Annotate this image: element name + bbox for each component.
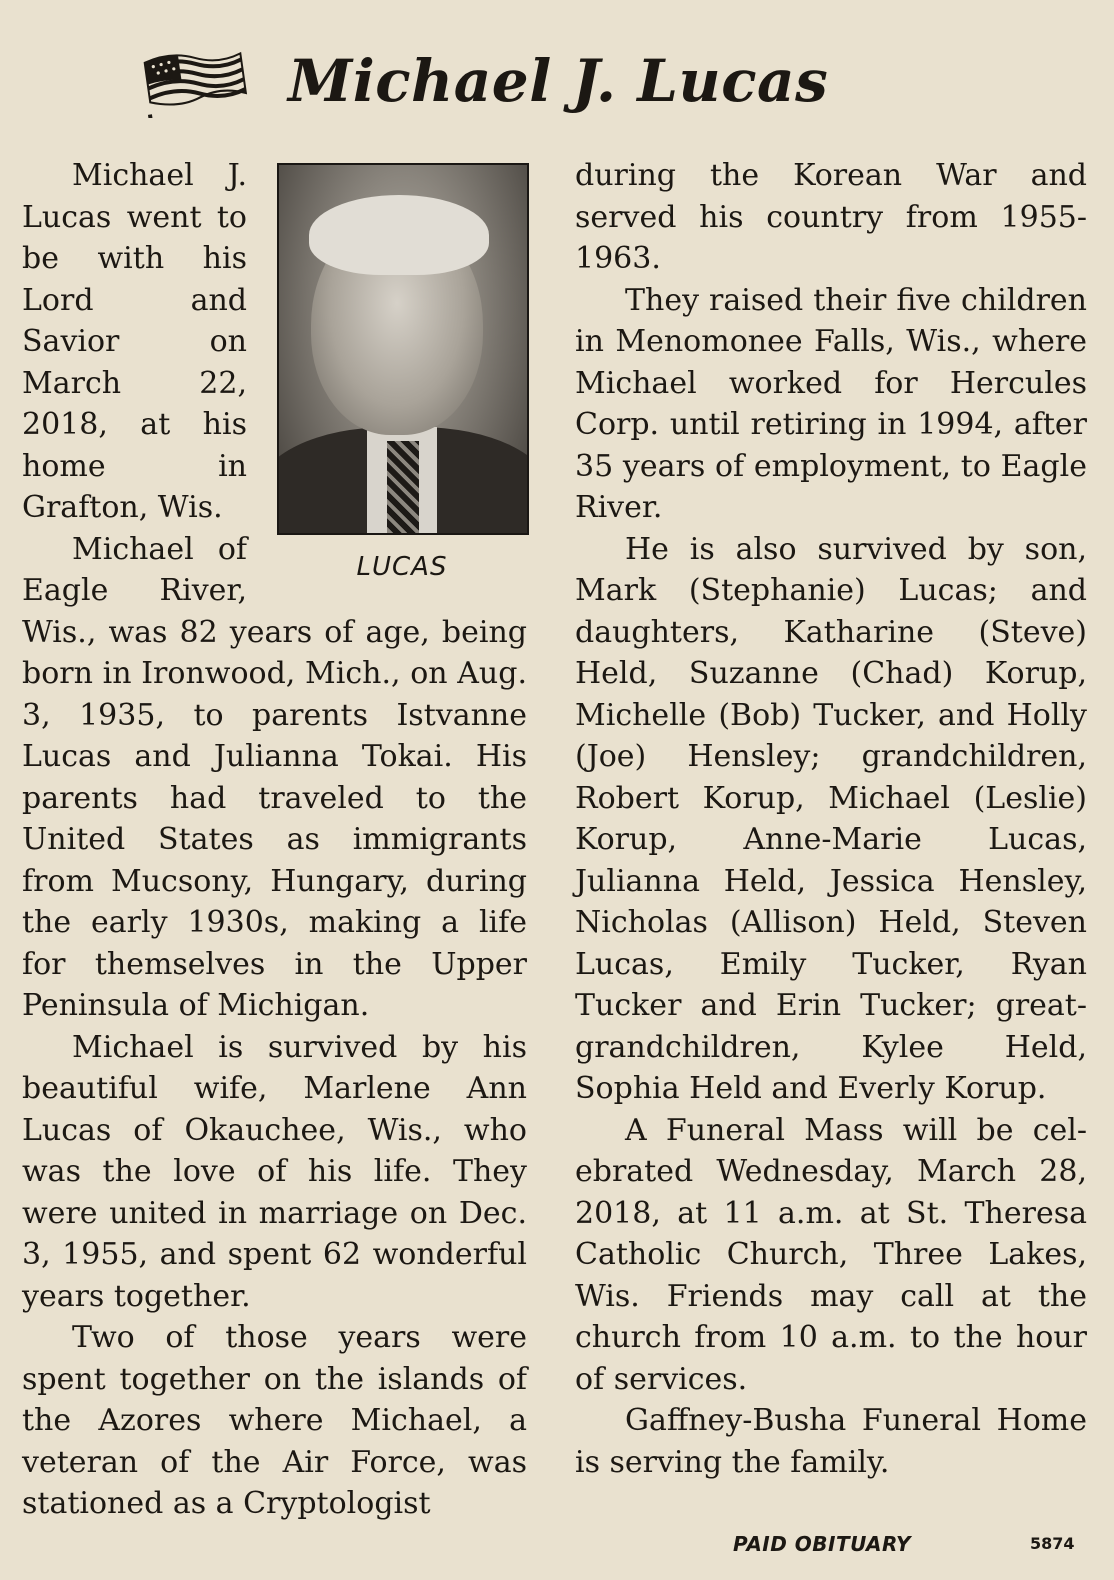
paragraph: during the Korean War and served his country from 1955-1963. (575, 158, 1087, 276)
paragraph: He is also survived by son, Mark (Stephanie) Lucas; and daughters, Katharine (Steve) Held, Suzanne (Chad) Korup, Michelle (Bob) Tucker, and Holly (Joe) Hensley; grandchildren, Robert Korup, Michael (Leslie) Korup, Anne-Marie Lucas, Julianna Held, Jessica Hensley, Nicholas (Allison) Held, Steven Lucas, Emily Tucker, Ryan Tucker and Erin Tucker; great-grandchildren, Kylee Held, Sophia Held and Everly Korup. (575, 531, 1087, 1106)
portrait-photo (277, 163, 529, 535)
photo-caption: LUCAS (356, 552, 448, 582)
paragraph: Michael is survived by his beautiful wife, Marlene Ann Lucas of Okauchee, Wis., who was the love of his life. They were united in marriage on Dec. 3, 1955, and spent 62 wonderful years together. (22, 1029, 527, 1314)
obituary-header (140, 30, 900, 130)
ad-code: 5874 (1030, 1534, 1075, 1553)
paragraph: A Funeral Mass will be celebrated Wednesday, March 28, 2018, at 11 a.m. at St. Theresa Catholic Church, Three Lakes, Wis. Friends may call at the church from 10 a.m. to the hour of services. (575, 1112, 1087, 1397)
portrait-block (277, 163, 527, 603)
obituary-title: Michael J. Lucas (288, 47, 829, 115)
paragraph: Gaffney-Busha Funeral Home is serving the family. (575, 1403, 1087, 1480)
paid-obituary-label: PAID OBITUARY (733, 1532, 912, 1556)
paragraph: They raised their five children in Menomonee Falls, Wis., where Michael worked for Hercules Corp. until retiring in 1994, after 35 years of employment, to Eagle River. (575, 282, 1087, 525)
text-column-right (575, 155, 1087, 1483)
paragraph: Two of those years were spent together on the islands of the Azores where Michael, a veteran of the Air Force, was stationed as a Cryptologist (22, 1320, 527, 1521)
american-flag-icon (140, 48, 250, 118)
paragraph: Michael of Eagle River, Wis., was 82 years of age, being born in Ironwood, Mich., on Aug. 3, 1935, to parents Istvanne Lucas and Julianna Tokai. His parents had traveled to the United States as immigrants from Mucsony, Hungary, during the early 1930s, making a life for themselves in the Upper Peninsula of Michigan. (22, 531, 527, 1023)
paragraph: Michael J. Lucas went to be with his Lord and Savior on March 22, 2018, at his home in Grafton, Wis. (22, 158, 247, 525)
text-column-left (22, 155, 527, 1525)
